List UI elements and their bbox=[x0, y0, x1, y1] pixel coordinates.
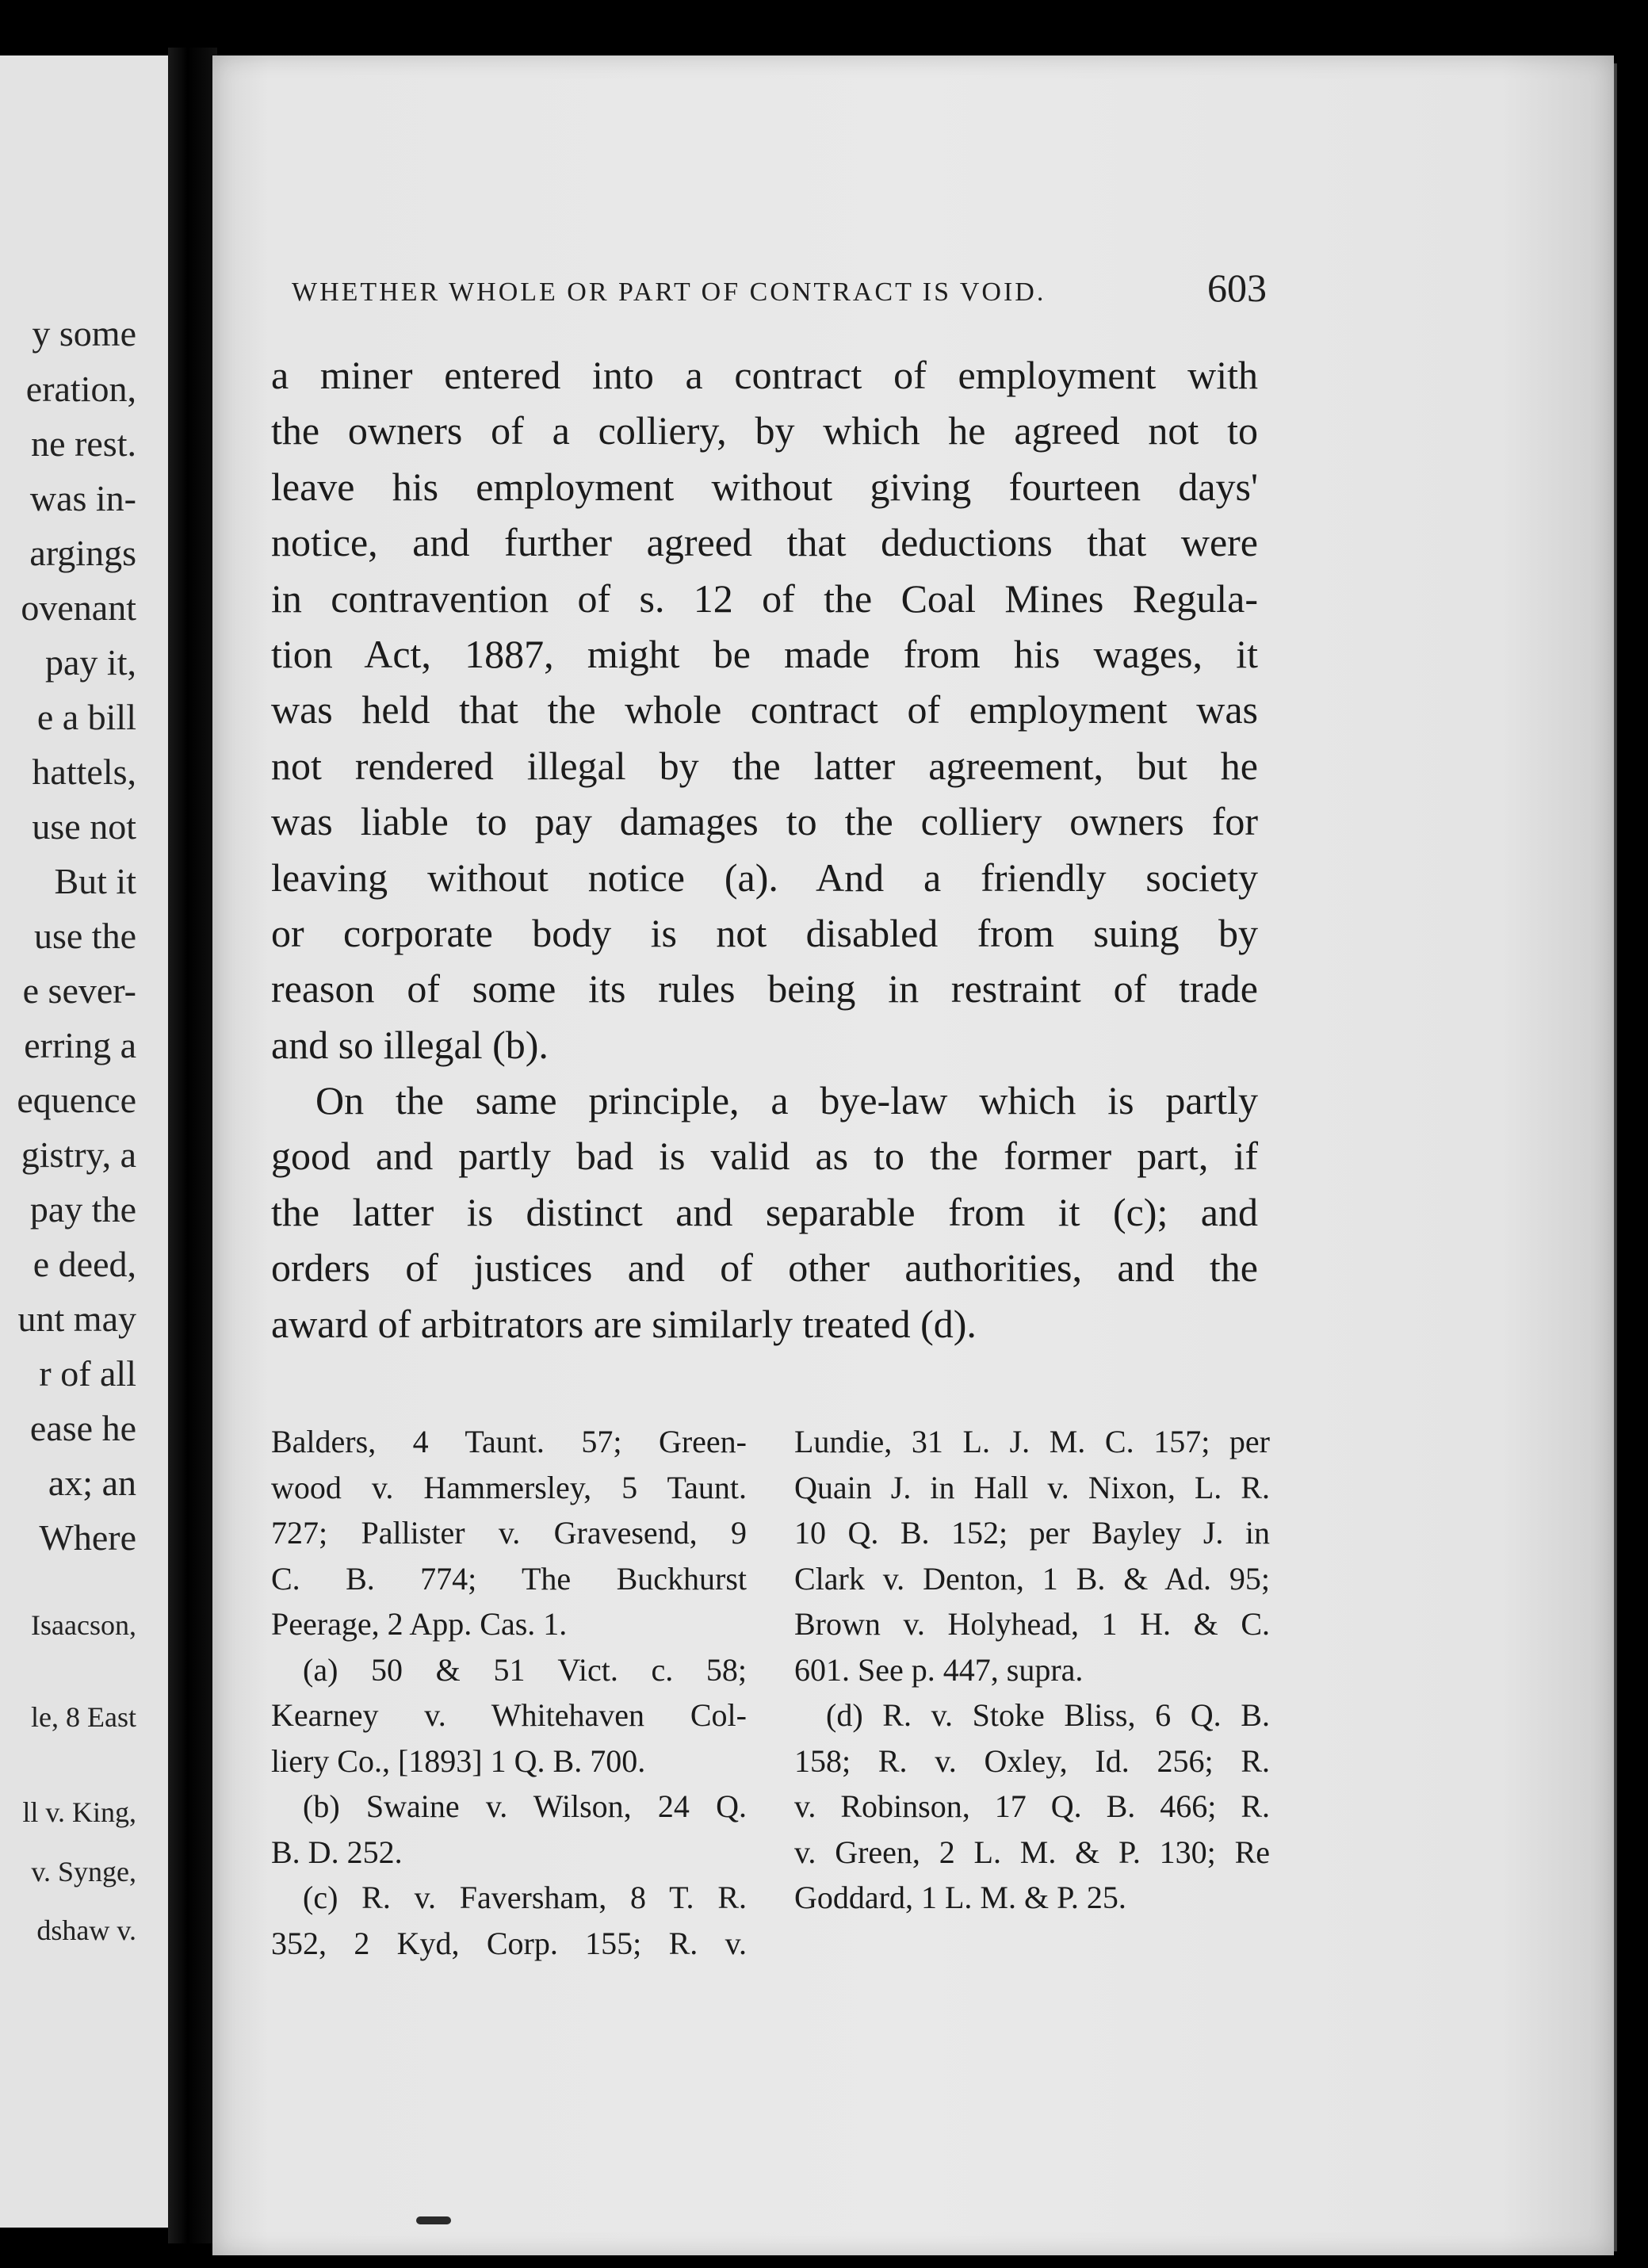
body-line: the owners of a colliery, by which he agreed not to bbox=[271, 408, 1258, 453]
footnote-line: B. D. 252. bbox=[271, 1834, 403, 1870]
facing-page-fragment: e a bill bbox=[36, 697, 136, 737]
page-number: 603 bbox=[1207, 266, 1267, 310]
facing-page-fragment: eration, bbox=[25, 369, 136, 409]
facing-page-fragment: Isaacson, bbox=[31, 1609, 136, 1641]
facing-page-fragment: v. Synge, bbox=[31, 1856, 136, 1887]
body-line: not rendered illegal by the latter agreement, but he bbox=[271, 743, 1258, 788]
binding-mark bbox=[416, 2216, 451, 2224]
body-line: award of arbitrators are similarly treated (d). bbox=[271, 1301, 977, 1346]
facing-page-fragment: ease he bbox=[29, 1408, 136, 1448]
facing-page-fragment: ovenant bbox=[21, 587, 136, 628]
footnote-line: Peerage, 2 App. Cas. 1. bbox=[271, 1606, 568, 1642]
facing-page-fragment: argings bbox=[29, 533, 136, 573]
facing-page-fragment: le, 8 East bbox=[31, 1701, 136, 1733]
body-line: a miner entered into a contract of employment with bbox=[271, 353, 1258, 397]
footnote-line: liery Co., [1893] 1 Q. B. 700. bbox=[271, 1742, 646, 1779]
facing-page-fragment: erring a bbox=[24, 1025, 136, 1065]
footnote-line: (b) Swaine v. Wilson, 24 Q. bbox=[303, 1788, 747, 1824]
footnote-line: 727; Pallister v. Gravesend, 9 bbox=[271, 1515, 747, 1551]
facing-page-fragment: ne rest. bbox=[31, 423, 136, 464]
body-text bbox=[271, 347, 1258, 1352]
facing-page-fragment: gistry, a bbox=[21, 1134, 136, 1175]
running-head: WHETHER WHOLE OR PART OF CONTRACT IS VOID. bbox=[292, 277, 1046, 307]
footnote-line: Lundie, 31 L. J. M. C. 157; per bbox=[794, 1424, 1270, 1459]
facing-page-fragment: ax; an bbox=[48, 1463, 136, 1503]
facing-page-fragment: hattels, bbox=[32, 752, 136, 792]
footnote-line: 352, 2 Kyd, Corp. 155; R. v. bbox=[271, 1925, 747, 1961]
footnote-line: 10 Q. B. 152; per Bayley J. in bbox=[794, 1515, 1270, 1551]
footnotes-column-left bbox=[271, 1419, 747, 1966]
facing-page-left bbox=[0, 55, 168, 2228]
body-line: leave his employment without giving fourteen days' bbox=[271, 464, 1258, 509]
facing-page-fragment: equence bbox=[17, 1080, 136, 1120]
facing-page-fragment: use not bbox=[32, 806, 136, 847]
facing-page-fragment: But it bbox=[54, 861, 136, 901]
footnote-line: (a) 50 & 51 Vict. c. 58; bbox=[303, 1651, 747, 1688]
facing-page-fragment: Where bbox=[39, 1517, 136, 1558]
facing-page-fragment: unt may bbox=[17, 1298, 136, 1339]
body-line: or corporate body is not disabled from suing by bbox=[271, 910, 1258, 955]
facing-page-fragment: y some bbox=[32, 313, 136, 354]
body-line: reason of some its rules being in restraint of trade bbox=[271, 966, 1258, 1012]
body-line: tion Act, 1887, might be made from his wages, it bbox=[271, 631, 1258, 676]
facing-page-fragment: e deed, bbox=[33, 1244, 136, 1284]
facing-page-fragment: r of all bbox=[39, 1353, 136, 1394]
footnote-line: wood v. Hammersley, 5 Taunt. bbox=[271, 1469, 747, 1505]
body-line: and so illegal (b). bbox=[271, 1022, 549, 1067]
page-header bbox=[292, 262, 1267, 317]
facing-page-fragment: was in- bbox=[29, 478, 136, 518]
body-line: in contravention of s. 12 of the Coal Mines Regula- bbox=[271, 576, 1258, 621]
facing-page-fragment: e sever- bbox=[22, 970, 136, 1011]
footnotes-column-right bbox=[794, 1419, 1270, 1921]
footnote-line: (d) R. v. Stoke Bliss, 6 Q. B. bbox=[826, 1697, 1270, 1733]
footnote-line: v. Robinson, 17 Q. B. 466; R. bbox=[794, 1788, 1270, 1824]
footnote-line: Quain J. in Hall v. Nixon, L. R. bbox=[794, 1469, 1270, 1505]
body-line: good and partly bad is valid as to the former part, if bbox=[271, 1134, 1258, 1179]
footnote-line: C. B. 774; The Buckhurst bbox=[271, 1560, 747, 1597]
footnote-line: Kearney v. Whitehaven Col- bbox=[271, 1697, 747, 1733]
facing-page-fragment: use the bbox=[33, 916, 136, 956]
body-line: was held that the whole contract of employment was bbox=[271, 687, 1258, 732]
facing-page-fragment: pay the bbox=[29, 1189, 136, 1230]
facing-page-fragment: pay it, bbox=[45, 642, 136, 683]
body-line: notice, and further agreed that deductions that were bbox=[271, 520, 1258, 565]
footnote-line: (c) R. v. Faversham, 8 T. R. bbox=[303, 1880, 747, 1915]
footnote-line: 601. See p. 447, supra. bbox=[794, 1651, 1084, 1688]
body-line: On the same principle, a bye-law which is partly bbox=[315, 1078, 1258, 1123]
footnote-line: Brown v. Holyhead, 1 H. & C. bbox=[794, 1606, 1270, 1642]
facing-page-fragment: dshaw v. bbox=[36, 1914, 136, 1946]
footnote-line: v. Green, 2 L. M. & P. 130; Re bbox=[794, 1834, 1270, 1870]
body-line: the latter is distinct and separable from it (c); and bbox=[271, 1189, 1258, 1234]
footnotes bbox=[271, 1419, 1270, 1961]
facing-page-fragment: ll v. King, bbox=[22, 1796, 136, 1828]
footnote-line: Balders, 4 Taunt. 57; Green- bbox=[271, 1424, 747, 1459]
gutter-shadow bbox=[168, 48, 217, 2243]
footnote-line: Goddard, 1 L. M. & P. 25. bbox=[794, 1880, 1126, 1915]
body-line: orders of justices and of other authorities, and the bbox=[271, 1245, 1258, 1291]
footnote-line: Clark v. Denton, 1 B. & Ad. 95; bbox=[794, 1560, 1270, 1597]
body-line: was liable to pay damages to the colliery owners for bbox=[271, 799, 1258, 844]
facing-page-text-fragments bbox=[0, 55, 136, 2228]
body-line: leaving without notice (a). And a friendly society bbox=[271, 855, 1258, 900]
footnote-line: 158; R. v. Oxley, Id. 256; R. bbox=[794, 1742, 1270, 1779]
